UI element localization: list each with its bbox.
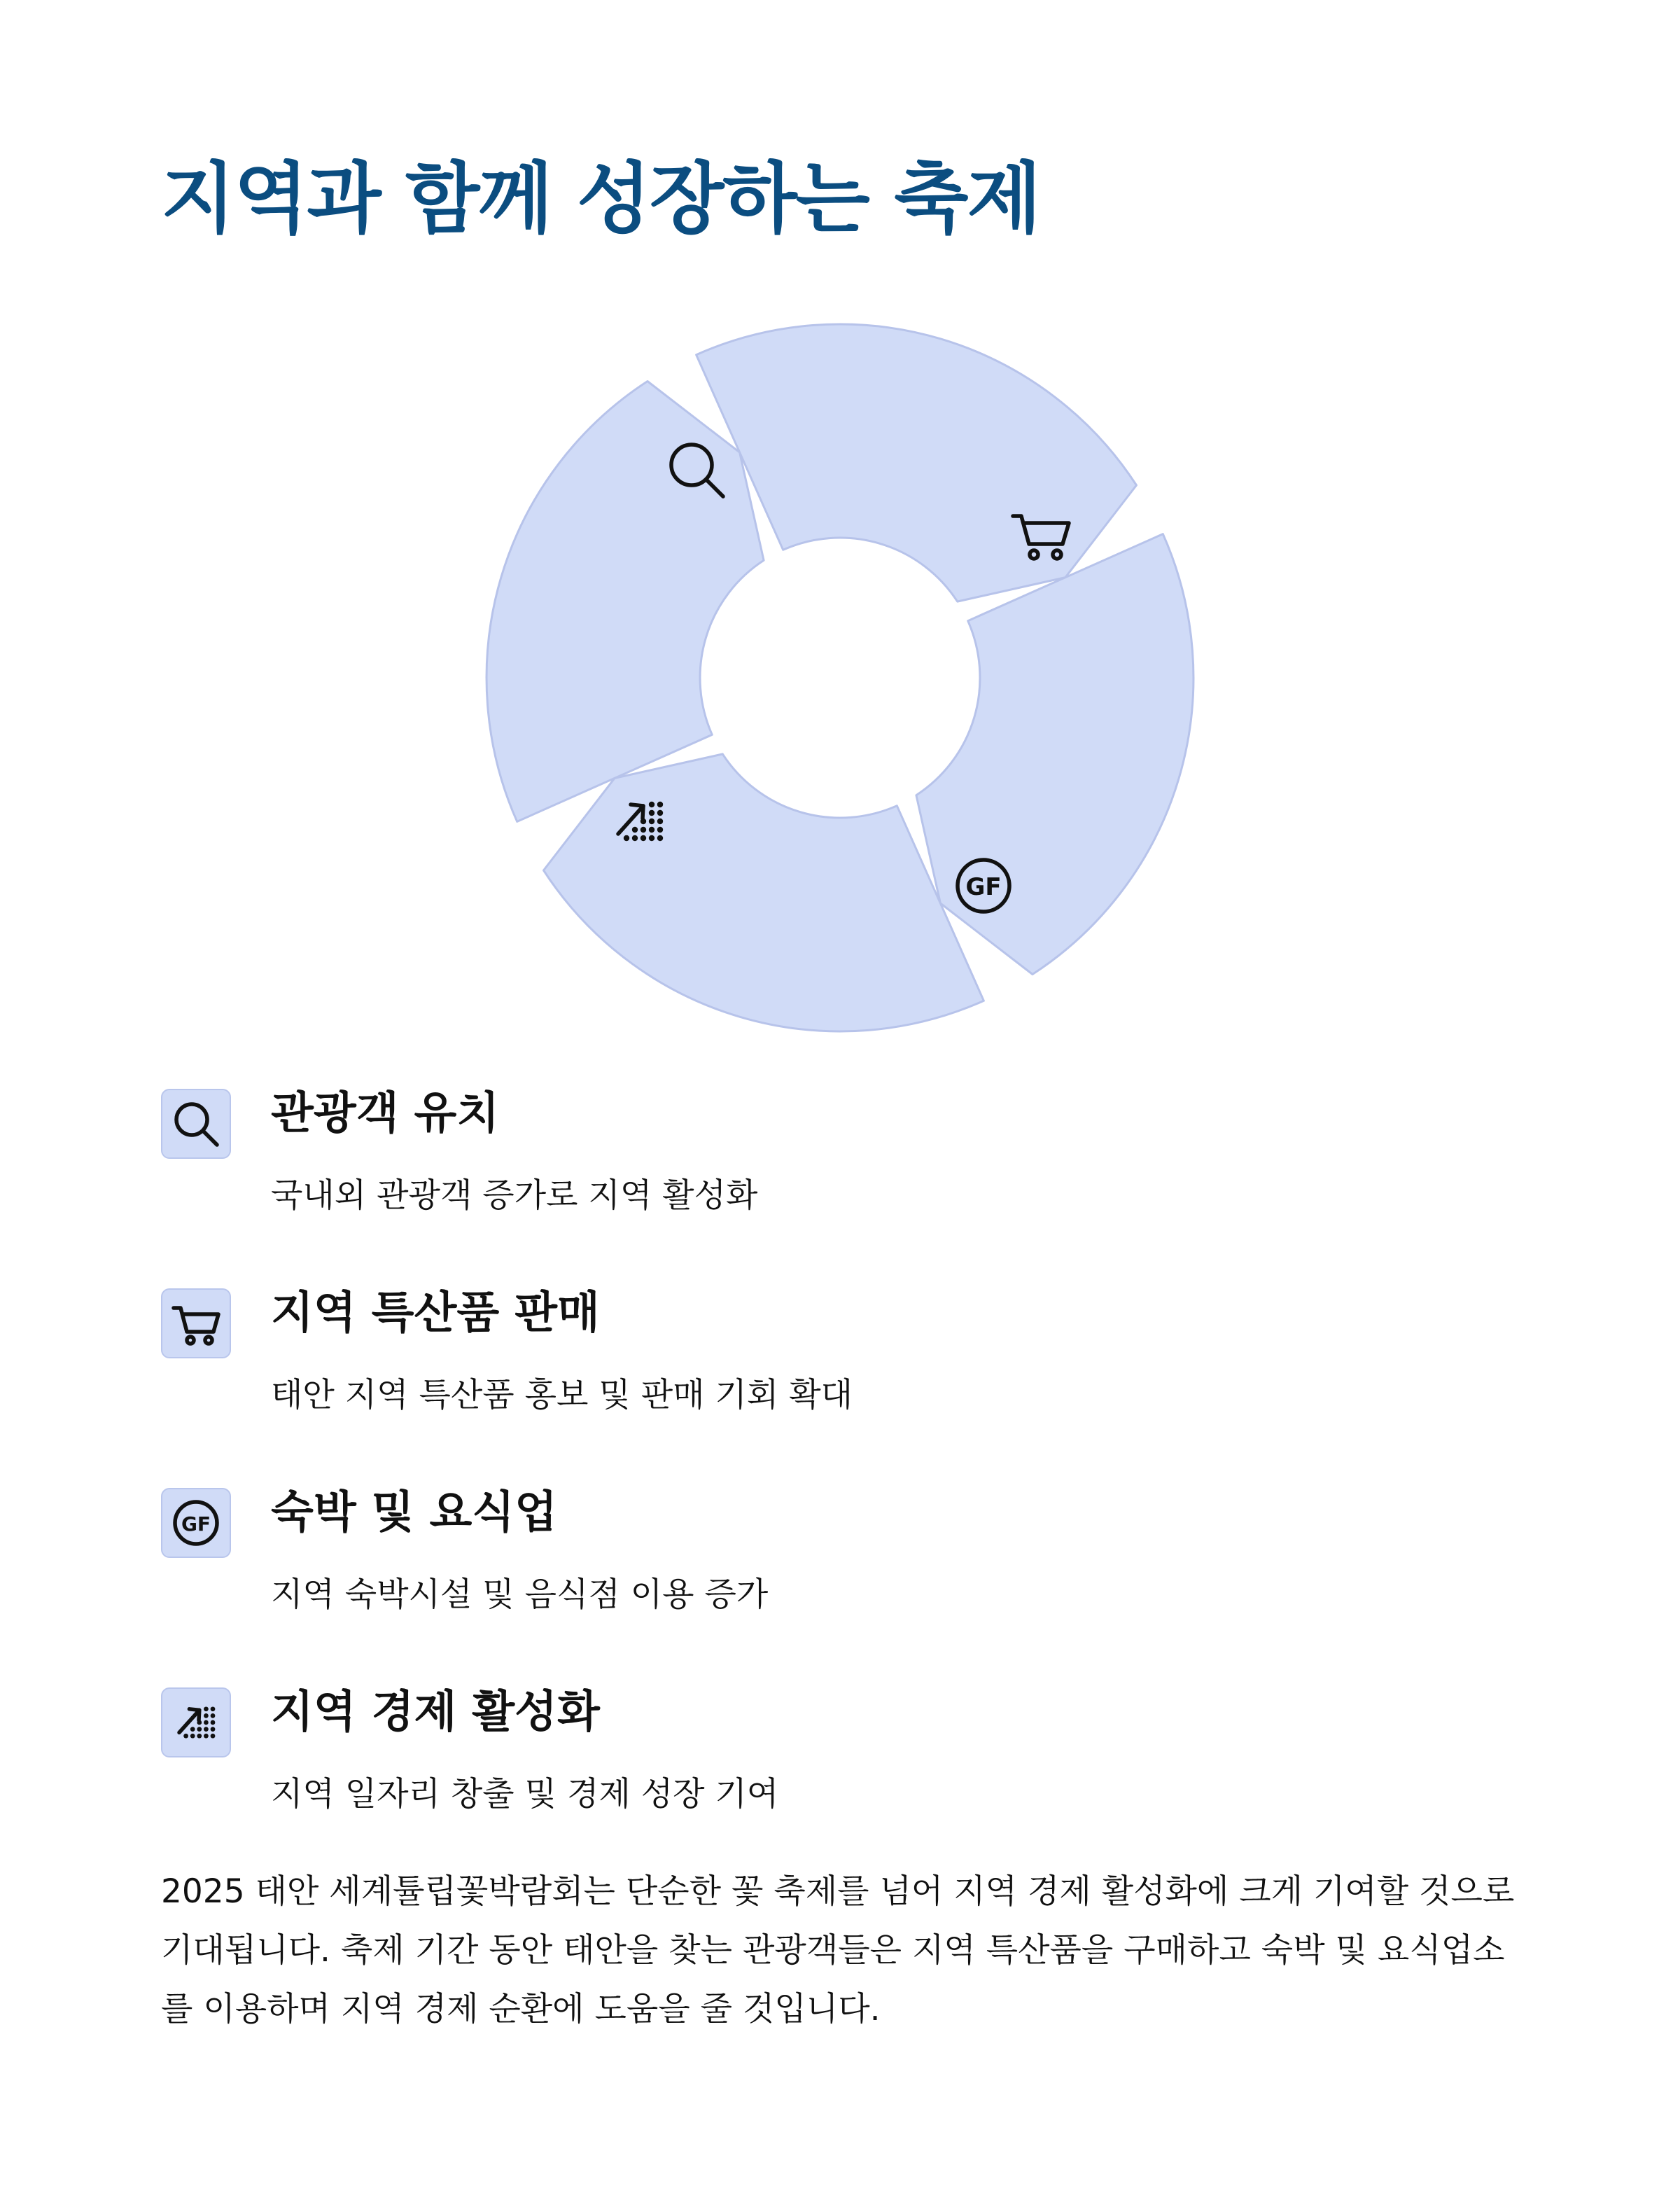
impact-item [161, 1687, 1526, 1887]
gf-logo-icon [162, 1489, 230, 1557]
impact-item [161, 1089, 1526, 1288]
impact-item-title: 지역 특산품 판매 [271, 1287, 600, 1338]
icon-badge [161, 1089, 231, 1159]
svg-text:GF: GF [965, 873, 1002, 901]
cycle-diagram [476, 314, 1204, 1042]
impact-item-description: 국내외 관광객 증가로 지역 활성화 [271, 1176, 758, 1215]
search-icon [162, 1090, 230, 1157]
impact-item-description: 지역 일자리 창출 및 경제 성장 기여 [271, 1775, 779, 1813]
impact-item-title: 숙박 및 요식업 [271, 1487, 558, 1538]
impact-item [161, 1288, 1526, 1488]
impact-item-title: 관광객 유치 [271, 1087, 500, 1139]
growth-chart-icon [162, 1689, 230, 1756]
impact-item-description: 태안 지역 특산품 홍보 및 판매 기회 확대 [271, 1376, 853, 1414]
impact-item-title: 지역 경제 활성화 [271, 1686, 600, 1737]
svg-text:GF: GF [181, 1512, 211, 1536]
summary-paragraph: 2025 태안 세계튤립꽃박람회는 단순한 꽃 축제를 넘어 지역 경제 활성화에 크게 기여할 것으로 기대됩니다. 축제 기간 동안 태안을 찾는 관광객들은 지역 특산품을 구매하고 숙박 및 요식업소를 이용하며 지역 경제 순환에 도움을 줄 것입니다. [161, 1872, 1515, 2028]
page-title: 지역과 함께 성장하는 축제 [161, 154, 1040, 244]
icon-badge [161, 1687, 231, 1757]
impact-list [161, 1089, 1526, 1887]
icon-badge [161, 1488, 231, 1558]
impact-item-description: 지역 숙박시설 및 음식점 이용 증가 [271, 1575, 769, 1614]
impact-item [161, 1488, 1526, 1687]
icon-badge [161, 1288, 231, 1358]
shopping-cart-icon [162, 1290, 230, 1357]
